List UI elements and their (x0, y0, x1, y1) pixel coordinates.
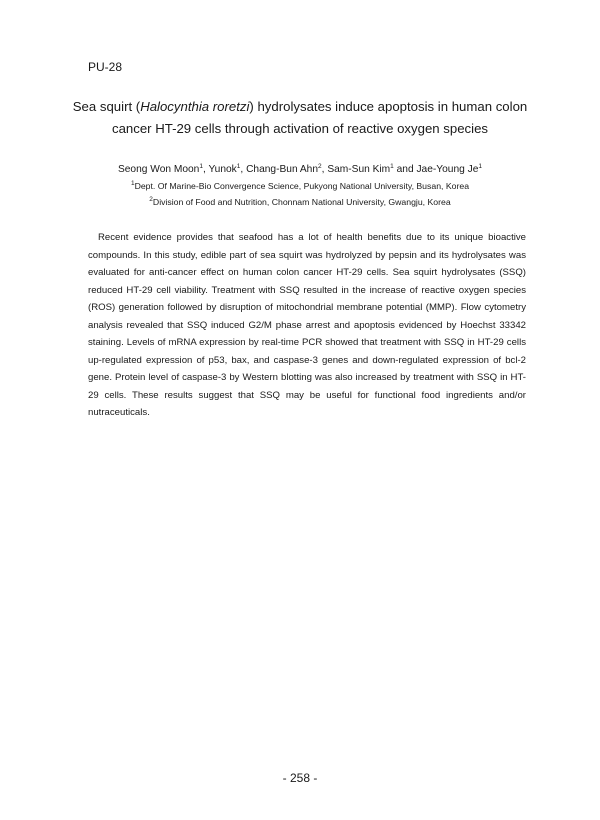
author-and: and (393, 164, 417, 175)
affiliation-1 (60, 180, 540, 192)
author-sup: 1 (236, 163, 241, 170)
author-sup: 1 (199, 163, 203, 170)
author-sup: 1 (478, 163, 483, 170)
paper-code: PU-28 (88, 60, 123, 74)
author-sup: 1 (390, 163, 394, 170)
author-sep: , (202, 164, 209, 175)
affiliation-text: Division of Food and Nutrition, Chonnam National University, Gwangju, Korea (152, 197, 451, 207)
author-name: Chang-Bun Ahn (246, 164, 319, 175)
author-name: Sam-Sun Kim (327, 164, 391, 175)
page-number: - 258 - (282, 771, 318, 785)
author-sup: 2 (318, 163, 322, 170)
abstract-body: Recent evidence provides that seafood has a lot of health benefits due to its unique bioactive compounds. In this study, edible part of sea squirt was hydrolyzed by pepsin and its hydrolysates was evaluated for anti-cancer effect on human colon cancer HT-29 cells. Sea squirt hydrolysates (SSQ) reduced HT-29 cell viability. Treatment with SSQ resulted in the increase of reactive oxygen species (ROS) generation followed by disruption of mitochondrial membrane potential (MMP). Flow cytometry analysis revealed that SSQ induced G2/M phase arrest and apoptosis evidenced by Hoechst 33342 staining. Levels of mRNA expression by real-time PCR showed that treatment with SSQ in HT-29 cells up-regulated expression of p53, bax, and caspase-3 genes and down-regulated expression of bcl-2 gene. Protein level of caspase-3 by Western blotting was also increased by treatment with SSQ in HT-29 cells. These results suggest that SSQ may be useful for functional food ingredients and/or nutraceuticals. (88, 232, 526, 418)
title-species: Halocynthia roretzi (140, 99, 250, 114)
paper-title (60, 96, 540, 140)
affiliation-sup: 1 (130, 180, 135, 187)
author-sep: , (240, 164, 247, 175)
author-name: Jae-Young Je (416, 164, 479, 175)
affiliation-text: Dept. Of Marine-Bio Convergence Science, Pukyong National University, Busan, Korea (134, 181, 470, 191)
author-list (60, 163, 540, 177)
author-name: Yunok (208, 164, 237, 175)
title-pre: Sea squirt ( (72, 99, 141, 114)
affiliation-2 (60, 196, 540, 208)
title-post: ) hydrolysates induce apoptosis in human colon cancer HT-29 cells through activation of reactive oxygen species (111, 99, 528, 136)
author-sep: , (321, 164, 328, 175)
author-name: Seong Won Moon (117, 164, 200, 175)
affiliation-sup: 2 (149, 196, 153, 203)
